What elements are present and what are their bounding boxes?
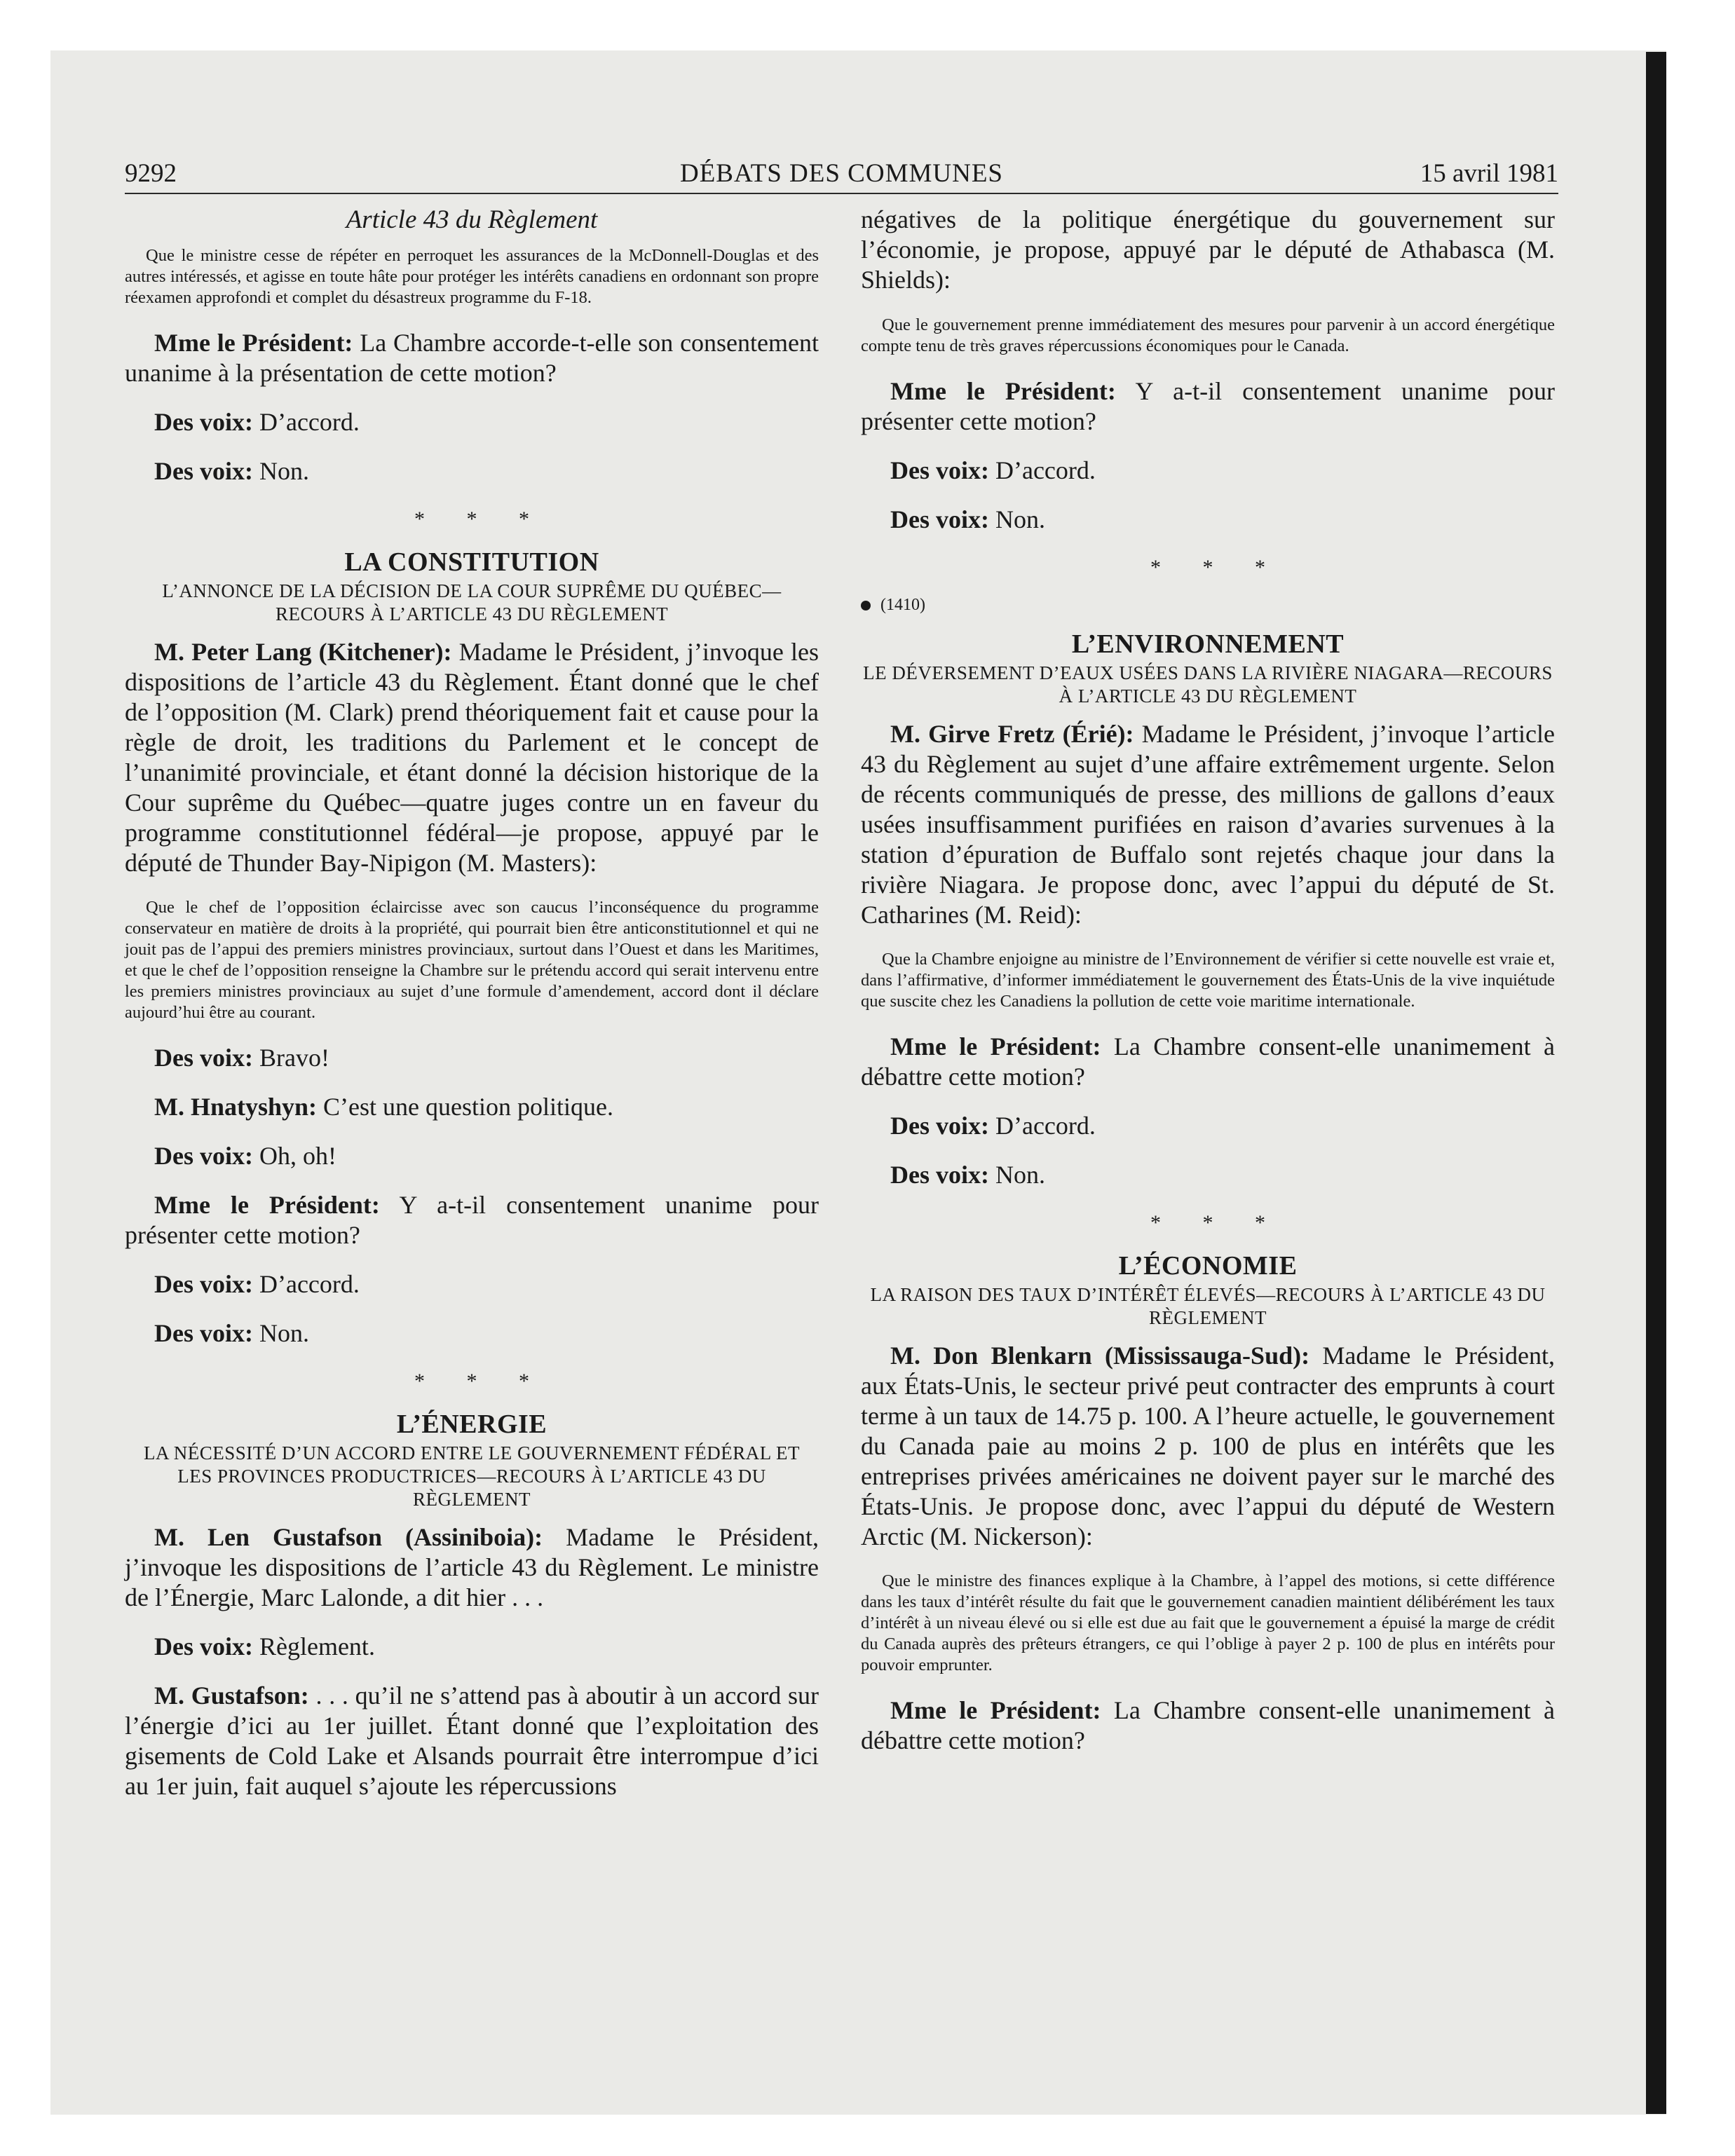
speech-paragraph xyxy=(125,1092,819,1122)
speaker-name: Mme le Président: xyxy=(890,377,1116,405)
speech-paragraph xyxy=(861,505,1555,535)
right-column xyxy=(861,205,1555,1775)
motion-text: Que le chef de l’opposition éclaircisse avec son caucus l’inconséquence du programme conservateur en matière de droits à la propriété, qui pourrait bien être anticonstitutionnel et qui ne jouit pas de l’appui des premiers ministres provinciaux, surtout dans l’Ouest et dans les Maritimes, et que le chef de l’opposition renseigne la Chambre sur le prétendu accord qui serait intervenu entre les premiers ministres provinciaux au sujet d’une formule d’amendement, accord dont il déclare aujourd’hui être au courant. xyxy=(125,898,819,1022)
scan-edge-bar xyxy=(1646,52,1666,2114)
speech-text: La Chambre consent-elle unanimement à débattre cette motion? xyxy=(861,1696,1555,1754)
speech-text: C’est une question politique. xyxy=(317,1093,613,1121)
speech-text: La Chambre consent-elle unanimement à débattre cette motion? xyxy=(861,1032,1555,1091)
motion-text: Que le ministre cesse de répéter en perroquet les assurances de la McDonnell-Douglas et des autres intéressés, et agisse en toute hâte pour protéger les intérêts canadiens en ordonnant son propre réexamen approfondi et complet du désastreux programme du F-18. xyxy=(125,246,819,307)
speech-paragraph xyxy=(125,1681,819,1801)
speech-paragraph xyxy=(125,328,819,388)
section-subheading: L’ANNONCE DE LA DÉCISION DE LA COUR SUPRÊME DU QUÉBEC—RECOURS À L’ARTICLE 43 DU RÈGLEMENT xyxy=(162,580,782,625)
speech-text: La Chambre accorde-t-elle son consentement unanime à la présentation de cette motion? xyxy=(125,329,819,387)
page-number: 9292 xyxy=(125,159,177,188)
speaker-name: M. Peter Lang (Kitchener): xyxy=(154,638,452,666)
motion-text: Que le ministre des finances explique à la Chambre, à l’appel des motions, si cette différence dans les taux d’intérêt résulte du fait que le gouvernement canadien maintient délibérément les taux d’intérêt à un niveau élevé ou si elle est due au fait que le gouvernement a épuisé la marge de crédit du Canada auprès des prêteurs étrangers, ce qui l’oblige à payer 2 p. 100 de plus en intérêts pour pouvoir emprunter. xyxy=(861,1571,1555,1674)
page-header xyxy=(125,158,1558,194)
speaker-name: Mme le Président: xyxy=(890,1032,1101,1060)
section-separator: * * * xyxy=(1150,1211,1284,1234)
speaker-name: Des voix: xyxy=(154,457,253,485)
continued-paragraph: négatives de la politique énergétique du gouvernement sur l’économie, je propose, appuyé par le député de Athabasca (M. Shields): xyxy=(861,205,1555,294)
speech-paragraph xyxy=(861,456,1555,486)
speech-text: Règlement. xyxy=(252,1632,375,1660)
speaker-name: Des voix: xyxy=(890,505,989,533)
section-separator: * * * xyxy=(414,507,547,531)
speaker-name: M. Hnatyshyn: xyxy=(154,1093,318,1121)
speech-paragraph xyxy=(125,637,819,878)
speaker-name: Mme le Président: xyxy=(154,329,353,357)
speech-paragraph xyxy=(125,1522,819,1613)
speech-paragraph xyxy=(861,1032,1555,1092)
page-date: 15 avril 1981 xyxy=(1420,159,1558,188)
speech-paragraph xyxy=(125,1269,819,1299)
section-separator: * * * xyxy=(1150,556,1284,579)
speaker-name: Des voix: xyxy=(154,1044,253,1072)
speaker-name: Des voix: xyxy=(154,1319,253,1347)
speaker-name: Des voix: xyxy=(154,1142,253,1170)
section-heading: L’ÉNERGIE xyxy=(396,1410,547,1439)
speech-paragraph xyxy=(861,719,1555,930)
time-marker xyxy=(861,594,1555,615)
speaker-name: M. Don Blenkarn (Mississauga-Sud): xyxy=(890,1342,1310,1370)
speech-paragraph xyxy=(125,1190,819,1250)
speaker-name: Des voix: xyxy=(890,1112,989,1140)
speech-text: Y a-t-il consentement unanime pour présenter cette motion? xyxy=(125,1191,819,1249)
subject-heading: Article 43 du Règlement xyxy=(346,205,598,234)
speech-text: Madame le Président, j’invoque les dispositions de l’article 43 du Règlement. Étant donné que le chef de l’opposition (M. Clark) prend théoriquement fait et cause pour la règle de droit, les traditions du Parlement et le concept de l’unanimité provinciale, et étant donné la décision historique de la Cour suprême du Québec—quatre juges contre un en faveur du programme constitutionnel fédéral—je propose, appuyé par le député de Thunder Bay-Nipigon (M. Masters): xyxy=(125,638,819,877)
speech-paragraph xyxy=(861,1160,1555,1190)
speech-text: Madame le Président, j’invoque les dispositions de l’article 43 du Règlement. Le ministre de l’Énergie, Marc Lalonde, a dit hier . . . xyxy=(125,1523,819,1611)
bullet-dot-icon xyxy=(861,601,871,610)
time-marker-text: (1410) xyxy=(880,596,925,614)
speech-text: Non. xyxy=(252,457,309,485)
section-heading: L’ENVIRONNEMENT xyxy=(1071,629,1345,659)
section-subheading: LA NÉCESSITÉ D’UN ACCORD ENTRE LE GOUVERNEMENT FÉDÉRAL ET LES PROVINCES PRODUCTRICES—RECOURS À L’ARTICLE 43 DU RÈGLEMENT xyxy=(144,1442,800,1510)
speech-text: D’accord. xyxy=(988,456,1096,484)
speaker-name: Mme le Président: xyxy=(890,1696,1101,1724)
speech-text: . . . qu’il ne s’attend pas à aboutir à un accord sur l’énergie d’ici au 1er juillet. Étant donné que l’exploitation des gisements de Cold Lake et Alsands pourrait être interrompue d’ici au 1er juin, fait auquel s’ajoute les répercussions xyxy=(125,1681,819,1800)
speaker-name: Des voix: xyxy=(890,1161,989,1189)
section-heading: L’ÉCONOMIE xyxy=(1118,1251,1298,1281)
speech-paragraph xyxy=(125,456,819,486)
speech-text: D’accord. xyxy=(252,408,360,436)
section-subheading: LA RAISON DES TAUX D’INTÉRÊT ÉLEVÉS—RECOURS À L’ARTICLE 43 DU RÈGLEMENT xyxy=(870,1284,1546,1328)
left-column xyxy=(125,205,819,1820)
speech-text: Madame le Président, aux États-Unis, le secteur privé peut contracter des emprunts à court terme à un taux de 14.75 p. 100. A l’heure actuelle, le gouvernement du Canada paie au moins 2 p. 100 de plus en intérêts que les entreprises privées américaines ne doivent payer sur le marché des États-Unis. Je propose donc, avec l’appui du député de Western Arctic (M. Nickerson): xyxy=(861,1342,1555,1550)
section-heading: LA CONSTITUTION xyxy=(344,547,599,577)
speech-paragraph xyxy=(125,1318,819,1349)
speech-paragraph xyxy=(125,1632,819,1662)
speech-paragraph xyxy=(861,1111,1555,1141)
speech-text: Madame le Président, j’invoque l’article 43 du Règlement au sujet d’une affaire extrêmement urgente. Selon de récents communiqués de presse, des millions de gallons d’eaux usées insuffisamment purifiées en raison d’avaries survenues à la station d’épuration de Buffalo sont rejetés chaque jour dans la rivière Niagara. Je propose donc, avec l’appui du député de St. Catharines (M. Reid): xyxy=(861,720,1555,929)
speech-text: Non. xyxy=(988,1161,1045,1189)
speech-text: Oh, oh! xyxy=(252,1142,336,1170)
motion-text: Que le gouvernement prenne immédiatement des mesures pour parvenir à un accord énergétique compte tenu de très graves répercussions économiques pour le Canada. xyxy=(861,315,1555,355)
speech-text: D’accord. xyxy=(988,1112,1096,1140)
speech-text: Y a-t-il consentement unanime pour présenter cette motion? xyxy=(861,377,1555,435)
speaker-name: Des voix: xyxy=(890,456,989,484)
speaker-name: Des voix: xyxy=(154,408,253,436)
speaker-name: Des voix: xyxy=(154,1632,253,1660)
speech-text: D’accord. xyxy=(252,1270,360,1298)
speech-paragraph xyxy=(125,1043,819,1073)
speaker-name: Mme le Président: xyxy=(154,1191,380,1219)
speaker-name: M. Girve Fretz (Érié): xyxy=(890,720,1134,748)
journal-title: DÉBATS DES COMMUNES xyxy=(679,159,1003,188)
motion-text: Que la Chambre enjoigne au ministre de l’Environnement de vérifier si cette nouvelle est vraie et, dans l’affirmative, d’informer immédiatement le gouvernement des États-Unis de la vive inquiétude que suscite chez les Canadiens la pollution de cette voie maritime internationale. xyxy=(861,950,1555,1011)
speech-paragraph xyxy=(861,1696,1555,1756)
section-subheading: LE DÉVERSEMENT D’EAUX USÉES DANS LA RIVIÈRE NIAGARA—RECOURS À L’ARTICLE 43 DU RÈGLEMENT xyxy=(863,662,1553,707)
speech-text: Bravo! xyxy=(252,1044,329,1072)
speaker-name: Des voix: xyxy=(154,1270,253,1298)
speech-paragraph xyxy=(861,376,1555,437)
speaker-name: M. Gustafson: xyxy=(154,1681,309,1710)
speech-text: Non. xyxy=(988,505,1045,533)
speaker-name: M. Len Gustafson (Assiniboia): xyxy=(154,1523,543,1551)
speech-paragraph xyxy=(125,407,819,437)
speech-paragraph xyxy=(861,1341,1555,1552)
section-separator: * * * xyxy=(414,1370,547,1393)
speech-paragraph xyxy=(125,1141,819,1171)
speech-text: Non. xyxy=(252,1319,309,1347)
